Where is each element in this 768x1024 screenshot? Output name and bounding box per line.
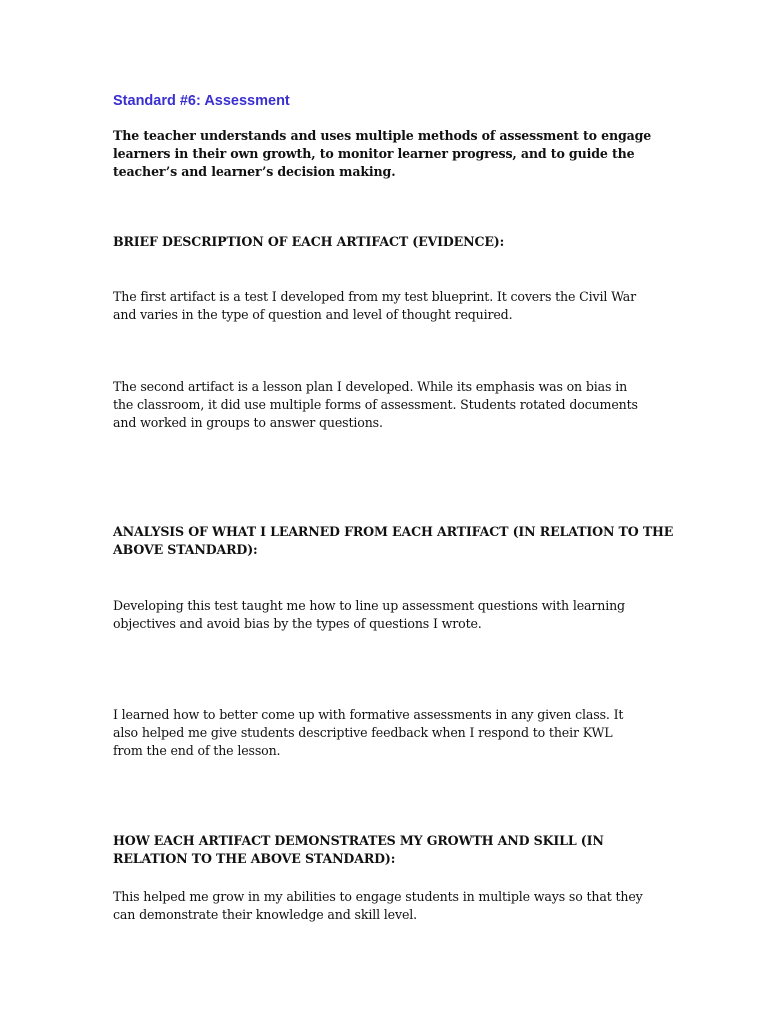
analysis-paragraph-2 — [113, 706, 661, 760]
description-heading-line: BRIEF DESCRIPTION OF EACH ARTIFACT (EVIDENCE): — [113, 234, 505, 249]
paragraph-line: The second artifact is a lesson plan I developed. While its emphasis was on bias in — [113, 379, 628, 394]
paragraph-line: can demonstrate their knowledge and skill level. — [113, 907, 417, 922]
description-paragraph-2 — [113, 378, 661, 432]
document-title — [113, 92, 661, 110]
analysis-paragraph-1 — [113, 597, 661, 633]
growth-heading — [113, 832, 661, 868]
growth-heading-line: RELATION TO THE ABOVE STANDARD): — [113, 851, 396, 866]
paragraph-line: from the end of the lesson. — [113, 743, 281, 758]
analysis-heading-line: ABOVE STANDARD): — [113, 542, 258, 557]
description-heading — [113, 233, 661, 251]
paragraph-line: The first artifact is a test I developed from my test blueprint. It covers the Civil War — [113, 289, 637, 304]
paragraph-line: I learned how to better come up with formative assessments in any given class. It — [113, 707, 624, 722]
standard-statement-line: The teacher understands and uses multiple methods of assessment to engage — [113, 128, 652, 143]
standard-statement-line: learners in their own growth, to monitor learner progress, and to guide the — [113, 146, 635, 161]
standard-statement-line: teacher’s and learner’s decision making. — [113, 164, 396, 179]
paragraph-line: This helped me grow in my abilities to engage students in multiple ways so that they — [113, 889, 643, 904]
analysis-heading — [113, 523, 674, 559]
document-title-text: Standard #6: Assessment — [113, 93, 290, 109]
paragraph-line: also helped me give students descriptive feedback when I respond to their KWL — [113, 725, 613, 740]
paragraph-line: objectives and avoid bias by the types of questions I wrote. — [113, 616, 482, 631]
growth-heading-line: HOW EACH ARTIFACT DEMONSTRATES MY GROWTH AND SKILL (IN — [113, 833, 604, 848]
paragraph-line: the classroom, it did use multiple forms of assessment. Students rotated documents — [113, 397, 638, 412]
paragraph-line: Developing this test taught me how to line up assessment questions with learning — [113, 598, 625, 613]
paragraph-line: and varies in the type of question and level of thought required. — [113, 307, 513, 322]
standard-statement — [113, 127, 661, 181]
growth-paragraph-1 — [113, 888, 661, 924]
description-paragraph-1 — [113, 288, 661, 324]
analysis-heading-line: ANALYSIS OF WHAT I LEARNED FROM EACH ARTIFACT (IN RELATION TO THE — [113, 524, 674, 539]
paragraph-line: and worked in groups to answer questions. — [113, 415, 383, 430]
